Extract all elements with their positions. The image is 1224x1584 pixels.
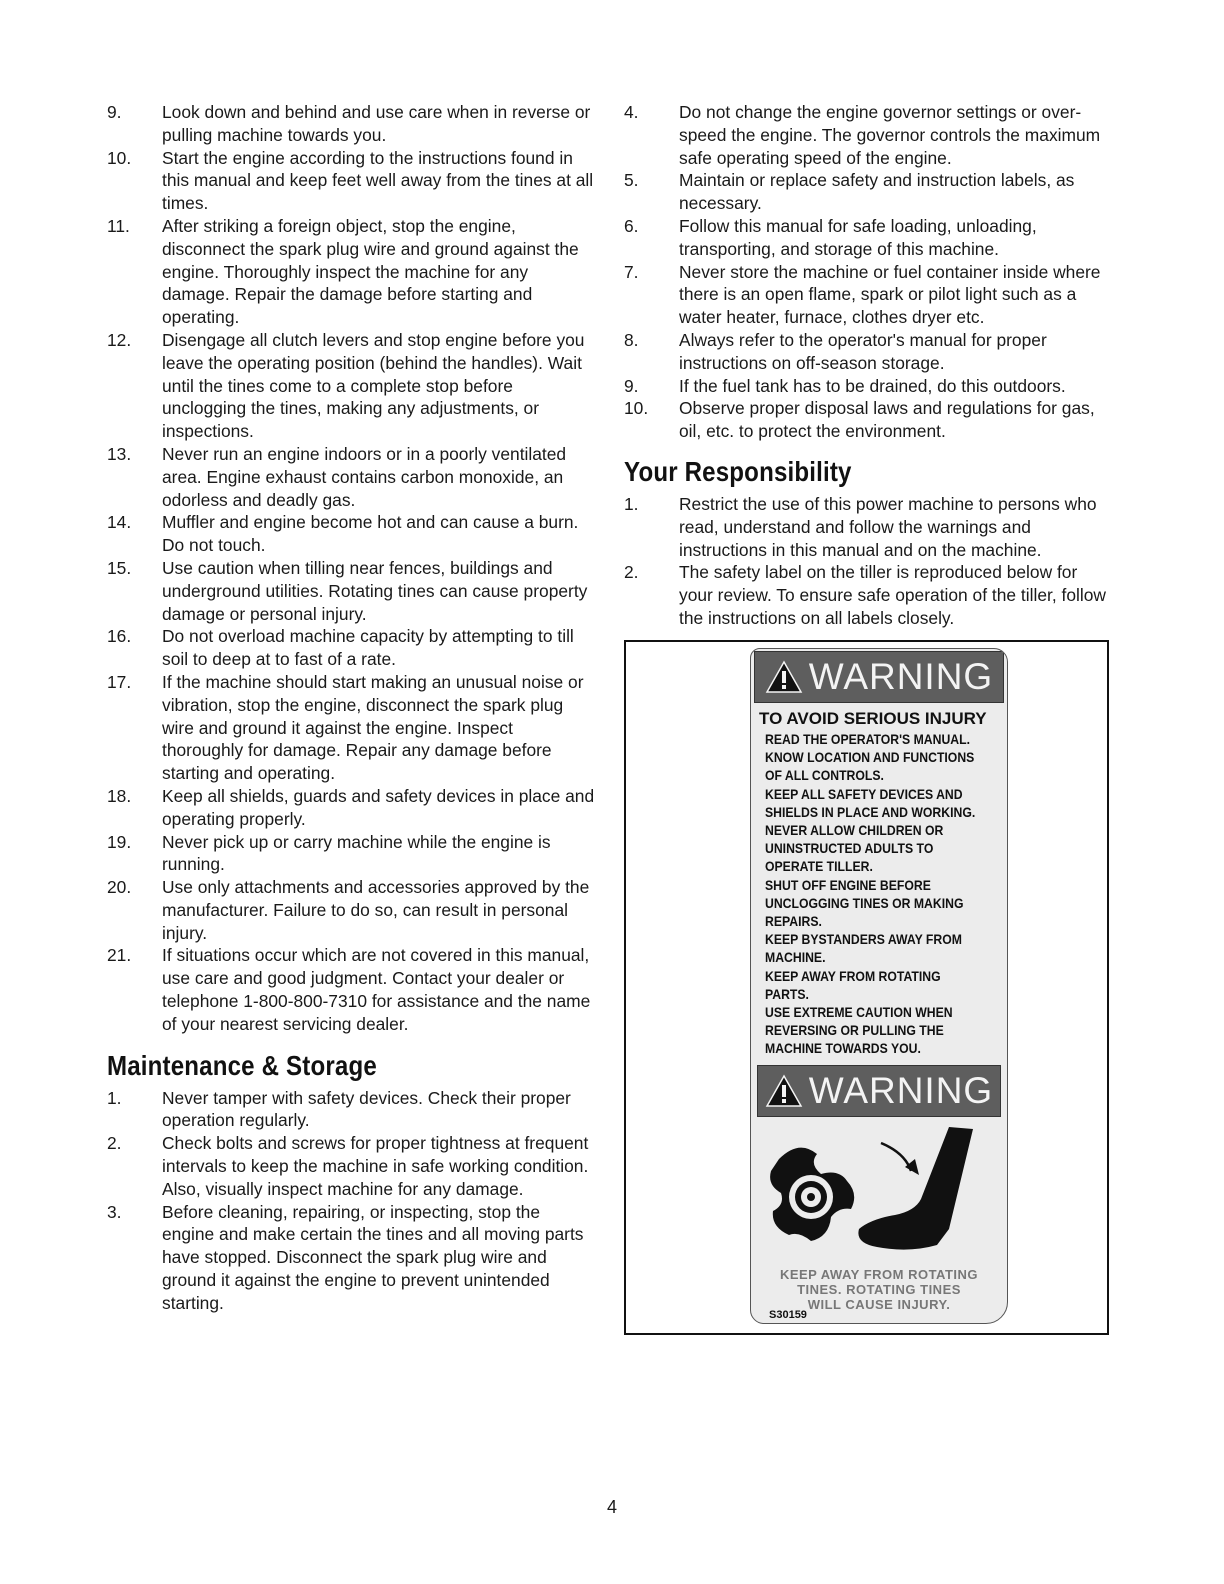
item-number: 10.: [624, 398, 649, 419]
warning-decal: [750, 648, 1008, 1324]
warning-banner-2: [757, 1065, 1001, 1117]
list-item: [107, 944, 597, 1035]
item-text: Use caution when tilling near fences, buildings and underground utilities. Rotating tines can cause property damage or personal injury.: [162, 557, 588, 624]
list-item: [624, 561, 1110, 629]
list-item: [624, 329, 1110, 375]
list-item: [107, 876, 597, 944]
decal-line: REVERSING OR PULLING THE: [765, 1023, 944, 1039]
item-number: 21.: [107, 945, 132, 966]
safety-list-continued: [107, 101, 597, 1036]
item-text: Keep all shields, guards and safety devices in place and operating properly.: [162, 785, 595, 829]
item-number: 8.: [624, 329, 639, 350]
decal-bottom-line: KEEP AWAY FROM ROTATING: [779, 1267, 979, 1282]
list-item: [624, 101, 1110, 169]
list-item: [107, 557, 597, 625]
decal-line: SHIELDS IN PLACE AND WORKING.: [765, 804, 976, 820]
list-item: [107, 1201, 597, 1315]
item-text: If the machine should start making an unusual noise or vibration, stop the engine, disconnect the spark plug wire and ground it against the engine. Inspect thoroughly for damage. Repair any damage before starting and operating.: [162, 671, 584, 784]
decal-part-number: S30159: [769, 1309, 807, 1321]
item-number: 5.: [624, 170, 639, 191]
item-text: Never tamper with safety devices. Check their proper operation regularly.: [162, 1087, 571, 1131]
maintenance-storage-heading: Maintenance & Storage: [107, 1049, 377, 1081]
decal-instructions: [751, 731, 1007, 1059]
list-item: [624, 375, 1110, 398]
decal-line: REPAIRS.: [765, 914, 822, 930]
decal-line: UNINSTRUCTED ADULTS TO: [765, 841, 934, 857]
list-item: [624, 169, 1110, 215]
item-number: 14.: [107, 512, 132, 533]
item-text: Observe proper disposal laws and regulations for gas, oil, etc. to protect the environment.: [679, 398, 1095, 442]
responsibility-list: [624, 493, 1110, 630]
item-number: 9.: [107, 102, 122, 122]
warning-triangle-icon: [765, 1074, 803, 1108]
item-number: 17.: [107, 671, 132, 692]
list-item: [107, 329, 597, 443]
decal-line: KEEP AWAY FROM ROTATING: [765, 968, 941, 984]
decal-line: MACHINE TOWARDS YOU.: [765, 1041, 921, 1057]
item-text: Never run an engine indoors or in a poorly ventilated area. Engine exhaust contains carbon monoxide, an odorless and deadly gas.: [162, 443, 567, 510]
item-number: 9.: [624, 375, 639, 396]
decal-bottom-line: WILL CAUSE INJURY.: [807, 1297, 951, 1312]
item-text: Always refer to the operator's manual for proper instructions on off-season storage.: [679, 329, 1047, 373]
list-item: [107, 443, 597, 511]
list-item: [624, 493, 1110, 561]
decal-line: NEVER ALLOW CHILDREN OR: [765, 823, 944, 839]
decal-line: SHUT OFF ENGINE BEFORE: [765, 877, 931, 893]
warning-banner: [754, 651, 1004, 703]
item-text: Maintain or replace safety and instruction labels, as necessary.: [679, 170, 1075, 214]
maintenance-list-continued: [624, 101, 1110, 443]
decal-bottom-line: TINES. ROTATING TINES: [797, 1282, 961, 1297]
item-text: Start the engine according to the instructions found in this manual and keep feet well away from the tines at all times.: [162, 147, 594, 214]
decal-line: KEEP ALL SAFETY DEVICES AND: [765, 786, 963, 802]
item-number: 6.: [624, 215, 639, 236]
item-text: Check bolts and screws for proper tightness at frequent intervals to keep the machine in safe working condition. Also, visually inspect machine for any damage.: [162, 1133, 589, 1199]
item-number: 1.: [107, 1087, 122, 1108]
list-item: [107, 625, 597, 671]
item-text: Do not change the engine governor settings or over-speed the engine. The governor controls the maximum safe operating speed of the engine.: [679, 102, 1101, 168]
warning-triangle-icon: [765, 660, 803, 694]
maintenance-list: [107, 1087, 597, 1315]
item-number: 20.: [107, 877, 132, 898]
decal-line: READ THE OPERATOR'S MANUAL.: [765, 732, 971, 747]
item-text: After striking a foreign object, stop the engine, disconnect the spark plug wire and ground against the engine. Thoroughly inspect the machine for any damage. Repair the damage before starting and operating.: [162, 215, 579, 328]
list-item: [107, 1087, 597, 1133]
list-item: [624, 261, 1110, 329]
item-text: If the fuel tank has to be drained, do this outdoors.: [679, 375, 1066, 396]
list-item: [624, 215, 1110, 261]
list-item: [107, 147, 597, 215]
list-item: [107, 1132, 597, 1200]
item-number: 2.: [624, 562, 639, 583]
list-item: [107, 101, 597, 147]
decal-bottom-text: [759, 1267, 999, 1312]
list-item: [107, 215, 597, 329]
decal-line: USE EXTREME CAUTION WHEN: [765, 1005, 953, 1021]
safety-label-figure: [624, 640, 1109, 1335]
item-number: 1.: [624, 493, 639, 514]
item-text: The safety label on the tiller is reproduced below for your review. To ensure safe operation of the tiller, follow the instructions on all labels closely.: [679, 562, 1106, 628]
warning-word: WARNING: [808, 656, 994, 697]
list-item: [107, 785, 597, 831]
item-number: 12.: [107, 329, 132, 350]
item-number: 13.: [107, 443, 132, 464]
decal-line: PARTS.: [765, 986, 809, 1002]
decal-line: OF ALL CONTROLS.: [765, 768, 884, 784]
decal-line: UNCLOGGING TINES OR MAKING: [765, 895, 964, 911]
item-number: 18.: [107, 785, 132, 806]
list-item: [107, 511, 597, 557]
list-item: [107, 831, 597, 877]
decal-line: OPERATE TILLER.: [765, 859, 873, 875]
list-item: [624, 397, 1110, 443]
your-responsibility-heading: Your Responsibility: [624, 455, 852, 487]
item-number: 4.: [624, 102, 639, 122]
rotating-tines-hazard-icon: [759, 1119, 999, 1259]
decal-heading: TO AVOID SERIOUS INJURY: [759, 709, 987, 728]
item-text: Use only attachments and accessories approved by the manufacturer. Failure to do so, can result in personal injury.: [162, 877, 590, 943]
item-text: If situations occur which are not covered in this manual, use care and good judgment. Contact your dealer or telephone 1-800-800-7310 for assistance and the name of your nearest servicing dealer.: [162, 945, 591, 1034]
warning-word-2: WARNING: [808, 1070, 994, 1111]
item-number: 15.: [107, 557, 132, 578]
item-number: 2.: [107, 1133, 122, 1154]
item-text: Never store the machine or fuel container inside where there is an open flame, spark or pilot light such as a water heater, furnace, clothes dryer etc.: [679, 261, 1101, 328]
item-text: Before cleaning, repairing, or inspecting, stop the engine and make certain the tines and all moving parts have stopped. Disconnect the spark plug wire and ground it against the engine to prevent unintended starting.: [162, 1201, 584, 1313]
item-text: Follow this manual for safe loading, unloading, transporting, and storage of this machine.: [679, 215, 1037, 259]
item-number: 16.: [107, 626, 132, 647]
page-number: 4: [606, 1497, 617, 1517]
item-number: 10.: [107, 147, 132, 168]
item-number: 19.: [107, 831, 132, 852]
right-column: [624, 101, 1110, 630]
item-number: 3.: [107, 1201, 122, 1222]
decal-line: KEEP BYSTANDERS AWAY FROM: [765, 932, 962, 948]
decal-line: MACHINE.: [765, 950, 826, 966]
left-column: [107, 101, 597, 1315]
item-text: Muffler and engine become hot and can cause a burn. Do not touch.: [162, 512, 579, 556]
item-text: Disengage all clutch levers and stop engine before you leave the operating position (behind the handles). Wait until the tines come to a complete stop before unclogging the tines, making any adjustments, or inspections.: [162, 329, 585, 442]
item-text: Do not overload machine capacity by attempting to till soil to deep at to fast of a rate.: [162, 626, 574, 670]
item-number: 11.: [107, 215, 130, 236]
decal-line: KNOW LOCATION AND FUNCTIONS: [765, 750, 975, 766]
item-text: Never pick up or carry machine while the engine is running.: [162, 831, 551, 875]
item-number: 7.: [624, 261, 639, 282]
item-text: Restrict the use of this power machine to persons who read, understand and follow the warnings and instructions in this manual and on the machine.: [679, 493, 1097, 560]
item-text: Look down and behind and use care when in reverse or pulling machine towards you.: [162, 102, 591, 145]
list-item: [107, 671, 597, 785]
